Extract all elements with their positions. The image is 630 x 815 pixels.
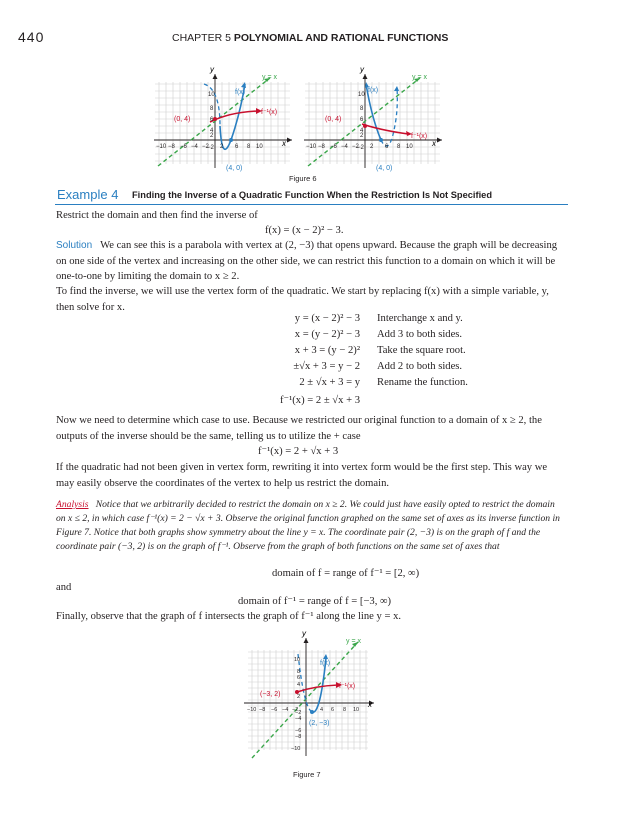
figure6-graph-left [150,64,300,179]
domain-equation-1: domain of f = range of f⁻¹ = [2, ∞) [272,568,420,579]
y-tick: −6 [295,728,302,734]
x-tick: −10 [247,707,257,713]
finv-label: f⁻¹(x) [339,683,356,690]
y-tick: 10 [294,657,301,663]
y-tick: 4 [210,128,214,134]
inverse-plus-equation: f⁻¹(x) = 2 + √x + 3 [258,446,339,457]
x-tick: 6 [385,144,389,150]
y-tick: 8 [297,669,301,675]
chapter-header [172,32,448,44]
x-tick: −4 [282,707,289,713]
chapter-title: POLYNOMIAL AND RATIONAL FUNCTIONS [233,32,449,44]
analysis-paragraph [56,498,566,554]
x-tick: 10 [256,144,263,150]
step-note: Add 3 to both sides. [377,329,463,340]
x-tick: −2 [292,707,299,713]
page-number: 440 [18,29,45,45]
point-label-b: (4, 0) [376,165,393,172]
x-axis-label: x [282,139,286,148]
x-tick: 6 [331,707,335,713]
y-tick: 10 [358,92,365,98]
x-tick: −2 [202,144,209,150]
paragraph-which-case: Now we need to determine which case to use. Because we restricted our original function to a domain of x ≥ 2, the outputs of the inverse should be the same, telling us to utilize the + case [56,415,542,442]
point-label-b: (2, −3) [309,720,330,727]
step-note: Take the square root. [377,345,466,356]
x-tick: 8 [247,144,251,150]
x-tick: 8 [397,144,401,150]
example-label: Example 4 [57,187,119,202]
x-tick: 4 [320,707,324,713]
chapter-prefix: CHAPTER 5 [172,32,231,44]
y-tick: −2 [207,145,214,151]
example-divider [55,204,568,205]
y-axis-label: y [210,65,214,74]
solution-steps [0,313,630,413]
x-tick: −8 [259,707,266,713]
paragraph-vertex-note: If the quadratic had not been given in vertex form, rewriting it into vertex form would be the first step. This way we may easily observe the coordinates of the vertex to help us restrict the domain. [56,462,548,489]
solution-paragraph [56,238,566,285]
x-tick: 2 [220,144,224,150]
y-axis-label: y [360,65,364,74]
step-equation: f⁻¹(x) = 2 ± √x + 3 [279,395,360,406]
solution-text: We can see this is a parabola with vertex at (2, −3) that opens upward. Because the graph will be decreasing on one side of the vertex and increasing on the other side, we can restrict this function to a domain on which it will be one-to-one by limiting the domain to x ≥ 2. [56,240,558,283]
x-tick: −8 [168,144,175,150]
fx-label: f(x) [368,87,379,94]
finv-label: f⁻¹(x) [261,109,278,116]
step-note: Interchange x and y. [377,313,463,324]
paragraph-vertex-form: To find the inverse, we will use the vertex form of the quadratic. We start by replacing f(x) with a simple variable, y, then solve for x. [56,286,549,313]
y-tick: 2 [210,133,214,139]
intro-text: Restrict the domain and then find the inverse of [56,210,258,221]
domain-equation-2: domain of f⁻¹ = range of f = [−3, ∞) [238,596,392,607]
step-note: Rename the function. [377,377,468,388]
x-axis-label: x [368,700,372,709]
finv-label: f⁻¹(x) [411,133,428,140]
final-observation: Finally, observe that the graph of f intersects the graph of f⁻¹ along the line y = x. [56,611,402,622]
x-tick: 8 [343,707,347,713]
y-tick: 8 [360,106,364,112]
analysis-text: Notice that we arbitrarily decided to restrict the domain on x ≥ 2. We could just have easily opted to restrict the domain on x ≤ 2, in which case f⁻¹(x) = 2 − √x + 3. Observe the original function graphed on the same set of axes as its inverse function in Figure 7. Notice that both graphs show symmetry about the line y = x. The coordinate pair (2, −3) is on the graph of f and the coordinate pair (−3, 2) is on the graph of f⁻¹. Observe from the graph of both functions on the same set of axes that [56,499,560,552]
example-title: Finding the Inverse of a Quadratic Function When the Restriction Is Not Specified [132,190,493,200]
y-tick: −4 [295,716,302,722]
figure7-graph [240,628,380,768]
x-tick: 2 [370,144,374,150]
x-tick: −6 [271,707,278,713]
step-equation: x + 3 = (y − 2)² [294,345,360,356]
x-tick: 6 [235,144,239,150]
identity-line-label: y = x [412,74,427,81]
x-tick: −8 [318,144,325,150]
x-tick: 10 [353,707,360,713]
y-tick: 2 [360,133,364,139]
point-label-a: (0, 4) [174,116,191,123]
fx-label: f(x) [320,660,331,667]
y-tick: 6 [297,675,301,681]
y-tick: −8 [295,734,302,740]
y-tick: 8 [210,106,214,112]
identity-line-label: y = x [262,74,277,81]
analysis-label: Analysis [56,499,89,510]
main-equation: f(x) = (x − 2)² − 3. [265,225,344,236]
step-equation: ±√x + 3 = y − 2 [293,361,360,372]
step-equation: y = (x − 2)² − 3 [294,313,360,324]
x-tick: −10 [306,144,317,150]
y-tick: 6 [210,117,214,123]
figure6-caption: Figure 6 [289,174,317,183]
x-tick: −6 [180,144,187,150]
x-tick: −2 [352,144,359,150]
step-note: Add 2 to both sides. [377,361,463,372]
solution-label: Solution [56,240,93,251]
y-tick: 4 [297,682,301,688]
x-tick: −10 [156,144,167,150]
step-equation: x = (y − 2)² − 3 [294,329,360,340]
x-tick: −4 [191,144,198,150]
figure6-graph-right [300,64,450,179]
x-tick: −6 [330,144,337,150]
point-label-a: (0, 4) [325,116,342,123]
y-tick: −2 [357,145,364,151]
x-tick: −4 [341,144,348,150]
y-tick: −2 [295,710,302,716]
y-axis-label: y [302,629,306,638]
point-label-b: (4, 0) [226,165,243,172]
figure7-caption: Figure 7 [293,770,321,779]
y-tick: −10 [291,746,301,752]
x-axis-label: x [432,139,436,148]
point-label-a: (−3, 2) [260,691,281,698]
y-tick: 10 [208,92,215,98]
and-word: and [56,582,72,593]
y-tick: 2 [297,694,301,700]
identity-line-label: y = x [346,638,361,645]
x-tick: 10 [406,144,413,150]
step-equation: 2 ± √x + 3 = y [299,377,360,388]
y-tick: 6 [360,117,364,123]
fx-label: f(x) [235,89,246,96]
y-tick: 4 [360,128,364,134]
